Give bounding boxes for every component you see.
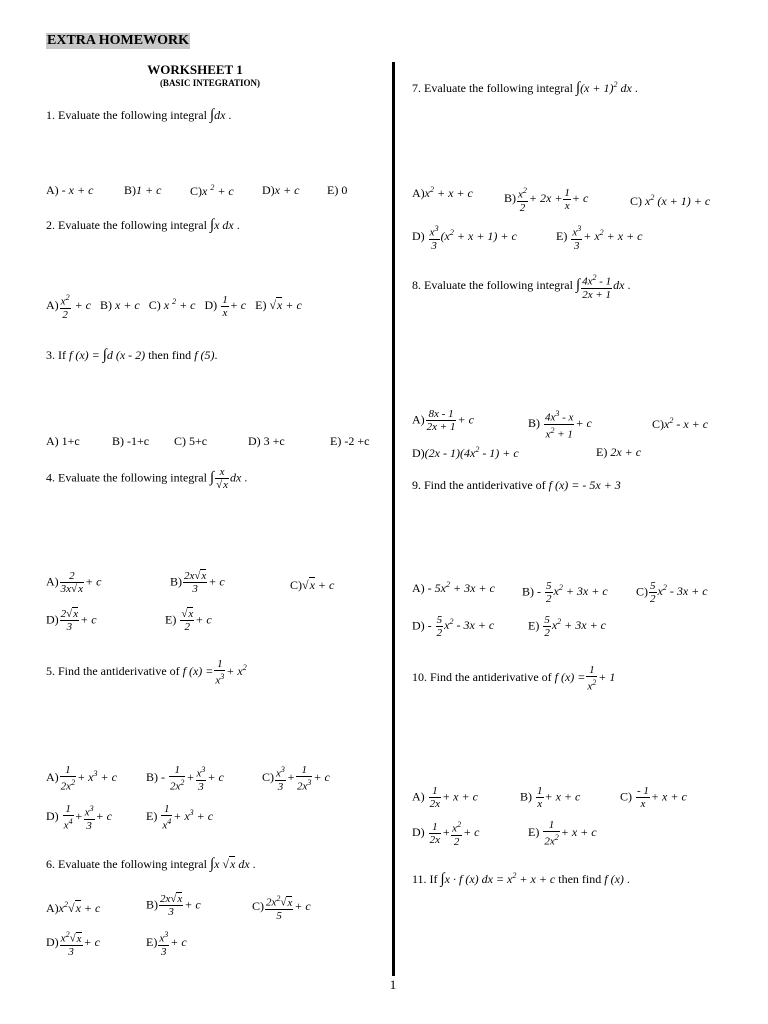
q7-option-a: $A)x^2 + x + c$ (412, 185, 473, 200)
q9-option-e: E) $\frac{5}{2}$ $x^2 + 3x + c$ (528, 614, 607, 639)
q2-option-d: D) $\frac{1}{x}$ + c (204, 293, 247, 319)
extra-homework-header: EXTRA HOMEWORK (47, 33, 189, 48)
q1-option-a: A) - x + c (46, 183, 94, 197)
question-1: 1. Evaluate the following integral ∫dx . (46, 107, 232, 123)
q8-option-d: $D)(2x - 1)(4x^2 - 1) + c$ (412, 445, 519, 460)
q3-option-e: E) -2 +c (330, 434, 370, 448)
question-10: 10. Find the antiderivative of f (x) = $\frac{1}{x^2}$ + 1 (412, 664, 616, 693)
q4-option-c: C)√x + c (290, 578, 335, 592)
q2-option-a: A) $\frac{x^2}{2}$ + c (46, 293, 91, 321)
q7-option-d: D) $\frac{x^3}{3}$ $(x^2 + x + 1) + c$ (412, 224, 517, 252)
q10-option-d: D) $\frac{1}{2x}$ + $\frac{x^2}{2}$ + c (412, 820, 480, 848)
question-7: 7. Evaluate the following integral $\int(x + 1)^2$ dx . (412, 80, 638, 96)
q10-option-c: C) $\frac{- 1}{x}$ + x + c (620, 785, 687, 810)
q4-option-b: B) $\frac{2x√x}{3}$ + c (170, 570, 225, 595)
q5-option-c: C) $\frac{x^3}{3}$ + $\frac{1}{2x^3}$ + c (262, 764, 330, 793)
question-9: 9. Find the antiderivative of f (x) = - 5x + 3 (412, 478, 621, 492)
worksheet-title: WORKSHEET 1 (147, 62, 243, 77)
q1-option-c: C)x $^2$ + c (190, 183, 234, 198)
question-5: 5. Find the antiderivative of f (x) = $\frac{1}{x^3}$ + $x^2$ (46, 658, 247, 687)
q4-option-a: A) $\frac{2}{3x√x}$ + c (46, 570, 102, 595)
q8-option-c: $C)x^2 - x + c$ (652, 416, 709, 431)
q2-option-b: B) x + c (100, 298, 140, 313)
q3-option-b: B) -1+c (112, 434, 150, 448)
q3-option-a: A) 1+c (46, 434, 80, 448)
q6-option-d: D) $\frac{x^2√x}{3}$ + c (46, 930, 100, 958)
q4-option-d: D) $\frac{2√x}{3}$ + c (46, 608, 97, 633)
page-number: 1 (389, 977, 397, 992)
question-11: 11. If ∫x · f (x) dx = $x^2 + x + c$ then find f (x) . (412, 871, 630, 887)
q9-option-a: $A) - 5x^2 + 3x + c$ (412, 580, 495, 595)
q1-option-b: B)1 + c (124, 183, 162, 197)
q6-option-a: $A)x^2√x + c$ (46, 900, 101, 915)
q6-option-b: B) $\frac{2x√x}{3}$ + c (146, 893, 201, 918)
question-6: 6. Evaluate the following integral ∫x √x dx . (46, 856, 256, 872)
q5-option-a: A) $\frac{1}{2x^2}$ + $x^3 + c$ (46, 764, 117, 793)
q10-option-a: A) $\frac{1}{2x}$ + x + c (412, 785, 478, 810)
q2-option-e: E) √x + c (255, 298, 302, 313)
q9-option-b: B) - $\frac{5}{2}$ $x^2 + 3x + c$ (522, 580, 608, 605)
worksheet-subtitle: (BASIC INTEGRATION) (159, 78, 261, 88)
q2-options (46, 292, 302, 321)
q5-option-d: D) $\frac{1}{x^4}$ + $\frac{x^3}{3}$ + c (46, 803, 112, 832)
question-8: 8. Evaluate the following integral ∫ $\frac{4x^2 - 1}{2x + 1}$ dx . (412, 273, 631, 301)
q9-option-d: D) - $\frac{5}{2}$ $x^2 - 3x + c$ (412, 614, 495, 639)
q1-option-e: E) 0 (327, 183, 348, 197)
q3-option-c: C) 5+c (174, 434, 208, 448)
q7-option-b: B) $\frac{x^2}{2}$ + 2x + $\frac{1}{x}$ + c (504, 186, 589, 214)
question-3: 3. If f (x) = ∫d (x - 2) then find f (5). (46, 347, 218, 363)
q10-option-b: B) $\frac{1}{x}$ + x + c (520, 785, 581, 810)
q7-option-c: C) $x^2$ (x + 1) + c (630, 193, 711, 208)
q6-option-c: C) $\frac{2x^2√x}{5}$ + c (252, 894, 311, 922)
q8-option-b: B) $\frac{4x^3 - x}{x^2 + 1}$ + c (528, 409, 592, 441)
q4-option-e: E) $\frac{√x}{2}$ + c (165, 608, 212, 633)
q9-option-c: C) $\frac{5}{2}$ $x^2 - 3x + c$ (636, 580, 708, 605)
q5-option-e: E) $\frac{1}{x^4}$ + $x^3 + c$ (146, 803, 214, 832)
question-4: 4. Evaluate the following integral ∫ $\frac{x}{√x}$ dx . (46, 466, 248, 491)
q10-option-e: E) $\frac{1}{2x^2}$ + x + c (528, 819, 597, 848)
q3-option-d: D) 3 +c (248, 434, 285, 448)
q8-option-a: A) $\frac{8x - 1}{2x + 1}$ + c (412, 408, 474, 433)
q7-option-e: E) $\frac{x^3}{3}$ + $x^2 + x + c$ (556, 224, 643, 252)
q6-option-e: E) $\frac{x^3}{3}$ + c (146, 930, 187, 958)
q1-option-d: D)x + c (262, 183, 300, 197)
column-divider (392, 62, 395, 976)
question-2: 2. Evaluate the following integral ∫x dx . (46, 217, 240, 233)
q2-option-c: C) x $^2$ + c (148, 297, 196, 313)
q8-option-e: E) 2x + c (596, 445, 642, 459)
q5-option-b: B) - $\frac{1}{2x^2}$ + $\frac{x^3}{3}$ + c (146, 764, 224, 793)
